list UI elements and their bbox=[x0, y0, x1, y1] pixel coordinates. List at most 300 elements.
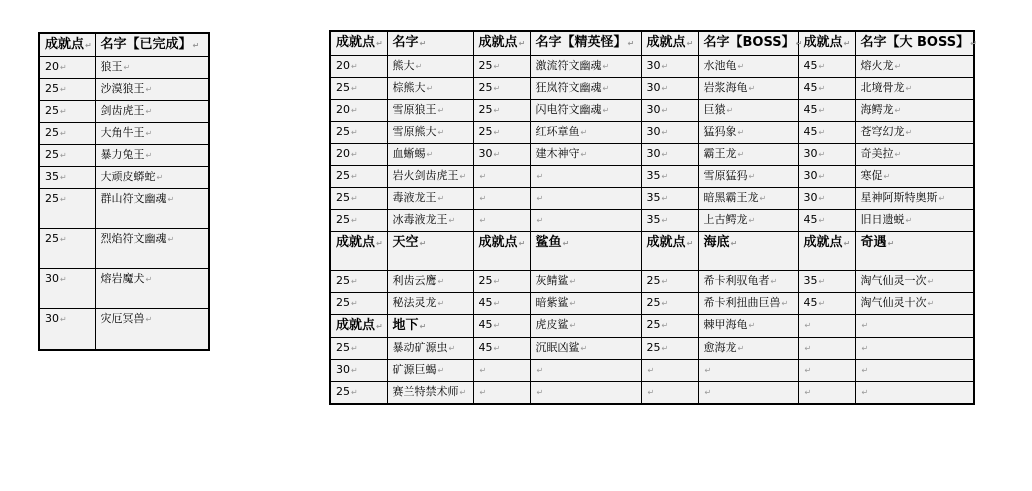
paragraph-mark-icon: ↵ bbox=[493, 106, 501, 115]
paragraph-mark-icon: ↵ bbox=[861, 344, 869, 353]
header-cell-text: 成就点 bbox=[478, 235, 518, 250]
paragraph-mark-icon: ↵ bbox=[661, 172, 669, 181]
paragraph-mark-icon: ↵ bbox=[479, 366, 487, 375]
paragraph-mark-icon: ↵ bbox=[351, 62, 358, 71]
name-cell bbox=[698, 78, 798, 100]
header-cell bbox=[95, 33, 209, 57]
points-cell bbox=[473, 210, 530, 232]
paragraph-mark-icon: ↵ bbox=[927, 299, 935, 308]
paragraph-mark-icon: ↵ bbox=[145, 275, 153, 284]
points-cell bbox=[330, 56, 387, 78]
table-row bbox=[39, 167, 209, 189]
points-cell bbox=[330, 210, 387, 232]
name-cell bbox=[855, 360, 974, 382]
paragraph-mark-icon: ↵ bbox=[351, 106, 358, 115]
paragraph-mark-icon: ↵ bbox=[415, 62, 423, 71]
points-cell-text: 25 bbox=[45, 126, 59, 139]
paragraph-mark-icon: ↵ bbox=[536, 216, 544, 225]
paragraph-mark-icon: ↵ bbox=[602, 84, 610, 93]
points-cell bbox=[798, 100, 855, 122]
paragraph-mark-icon: ↵ bbox=[737, 128, 745, 137]
name-cell-text: 星神阿斯特奥斯 bbox=[860, 191, 938, 204]
name-cell bbox=[855, 293, 974, 315]
name-cell bbox=[855, 271, 974, 293]
paragraph-mark-icon: ↵ bbox=[351, 299, 358, 308]
points-cell bbox=[641, 188, 698, 210]
points-cell bbox=[473, 100, 530, 122]
paragraph-mark-icon: ↵ bbox=[804, 321, 812, 330]
points-cell-text: 25 bbox=[646, 274, 661, 287]
paragraph-mark-icon: ↵ bbox=[536, 194, 544, 203]
paragraph-mark-icon: ↵ bbox=[938, 194, 946, 203]
paragraph-mark-icon: ↵ bbox=[536, 388, 544, 397]
paragraph-mark-icon: ↵ bbox=[437, 277, 445, 286]
name-cell-text: 烈焰符文幽魂 bbox=[100, 232, 167, 245]
paragraph-mark-icon: ↵ bbox=[376, 322, 383, 331]
points-cell bbox=[798, 315, 855, 338]
paragraph-mark-icon: ↵ bbox=[661, 150, 669, 159]
name-cell-text: 血蜥蜴 bbox=[392, 147, 426, 160]
paragraph-mark-icon: ↵ bbox=[737, 62, 745, 71]
paragraph-mark-icon: ↵ bbox=[704, 366, 712, 375]
paragraph-mark-icon: ↵ bbox=[569, 321, 577, 330]
points-cell-text: 20 bbox=[336, 59, 350, 72]
paragraph-mark-icon: ↵ bbox=[887, 239, 895, 248]
points-cell-text: 25 bbox=[478, 103, 493, 116]
name-cell bbox=[95, 123, 209, 145]
table-row bbox=[39, 123, 209, 145]
paragraph-mark-icon: ↵ bbox=[419, 322, 427, 331]
header-cell bbox=[798, 232, 855, 271]
paragraph-mark-icon: ↵ bbox=[843, 39, 851, 48]
paragraph-mark-icon: ↵ bbox=[580, 344, 588, 353]
points-cell-text: 30 bbox=[646, 59, 661, 72]
name-cell-text: 淘气仙灵十次 bbox=[860, 296, 927, 309]
header-cell bbox=[530, 31, 641, 56]
paragraph-mark-icon: ↵ bbox=[60, 195, 67, 204]
paragraph-mark-icon: ↵ bbox=[748, 84, 756, 93]
points-cell bbox=[39, 269, 95, 309]
points-cell-text: 45 bbox=[803, 125, 818, 138]
paragraph-mark-icon: ↵ bbox=[518, 39, 526, 48]
name-cell-text: 矿源巨蝎 bbox=[392, 363, 437, 376]
paragraph-mark-icon: ↵ bbox=[818, 216, 826, 225]
name-cell-text: 闪电符文幽魂 bbox=[535, 103, 602, 116]
header-cell-text: 名字【精英怪】 bbox=[535, 35, 627, 50]
points-cell-text: 25 bbox=[336, 296, 350, 309]
points-cell-text: 20 bbox=[45, 60, 59, 73]
table-row bbox=[39, 229, 209, 269]
paragraph-mark-icon: ↵ bbox=[493, 62, 501, 71]
name-cell bbox=[855, 56, 974, 78]
name-cell bbox=[530, 100, 641, 122]
paragraph-mark-icon: ↵ bbox=[661, 216, 669, 225]
paragraph-mark-icon: ↵ bbox=[818, 299, 826, 308]
paragraph-mark-icon: ↵ bbox=[493, 277, 501, 286]
name-cell-text: 北境骨龙 bbox=[860, 81, 905, 94]
paragraph-mark-icon: ↵ bbox=[661, 277, 669, 286]
name-cell-text: 熔岩魔犬 bbox=[100, 272, 145, 285]
name-cell-text: 熊大 bbox=[392, 59, 415, 72]
paragraph-mark-icon: ↵ bbox=[569, 277, 577, 286]
table-row bbox=[330, 293, 974, 315]
points-cell bbox=[641, 122, 698, 144]
paragraph-mark-icon: ↵ bbox=[905, 84, 913, 93]
paragraph-mark-icon: ↵ bbox=[818, 84, 826, 93]
paragraph-mark-icon: ↵ bbox=[493, 150, 501, 159]
points-cell bbox=[641, 293, 698, 315]
name-cell bbox=[387, 188, 473, 210]
points-cell-text: 25 bbox=[45, 192, 59, 205]
paragraph-mark-icon: ↵ bbox=[351, 216, 358, 225]
paragraph-mark-icon: ↵ bbox=[351, 150, 358, 159]
points-cell-text: 25 bbox=[478, 125, 493, 138]
name-cell bbox=[698, 144, 798, 166]
name-cell bbox=[530, 315, 641, 338]
name-cell-text: 灾厄冥兽 bbox=[100, 312, 145, 325]
paragraph-mark-icon: ↵ bbox=[748, 216, 756, 225]
header-cell bbox=[330, 31, 387, 56]
points-cell-text: 30 bbox=[803, 147, 818, 160]
points-cell-text: 25 bbox=[336, 213, 350, 226]
points-cell-text: 30 bbox=[646, 103, 661, 116]
name-cell bbox=[387, 293, 473, 315]
points-cell bbox=[39, 57, 95, 79]
paragraph-mark-icon: ↵ bbox=[479, 388, 487, 397]
paragraph-mark-icon: ↵ bbox=[60, 107, 67, 116]
table-row bbox=[39, 57, 209, 79]
paragraph-mark-icon: ↵ bbox=[156, 173, 164, 182]
header-cell-text: 地下 bbox=[392, 318, 419, 333]
points-cell bbox=[39, 189, 95, 229]
name-cell-text: 巨猿 bbox=[703, 103, 726, 116]
points-cell bbox=[641, 360, 698, 382]
name-cell-text: 霸王龙 bbox=[703, 147, 737, 160]
paragraph-mark-icon: ↵ bbox=[602, 106, 610, 115]
name-cell-text: 沙漠狼王 bbox=[100, 82, 145, 95]
points-cell bbox=[473, 144, 530, 166]
name-cell-text: 愈海龙 bbox=[703, 341, 737, 354]
paragraph-mark-icon: ↵ bbox=[569, 299, 577, 308]
name-cell-text: 寒促 bbox=[860, 169, 883, 182]
points-cell bbox=[798, 122, 855, 144]
points-cell-text: 45 bbox=[803, 296, 818, 309]
table-row bbox=[330, 122, 974, 144]
header-cell bbox=[641, 31, 698, 56]
points-cell bbox=[473, 56, 530, 78]
points-cell bbox=[641, 100, 698, 122]
points-cell bbox=[798, 78, 855, 100]
header-cell-text: 名字【BOSS】 bbox=[703, 35, 795, 50]
name-cell-text: 沉眠凶鲨 bbox=[535, 341, 580, 354]
table-row bbox=[330, 360, 974, 382]
points-cell-text: 25 bbox=[336, 191, 350, 204]
name-cell bbox=[95, 79, 209, 101]
points-cell bbox=[473, 166, 530, 188]
paragraph-mark-icon: ↵ bbox=[818, 106, 826, 115]
header-cell-text: 鲨鱼 bbox=[535, 235, 562, 250]
header-cell-text: 成就点 bbox=[336, 318, 376, 333]
points-cell bbox=[39, 167, 95, 189]
points-cell bbox=[39, 229, 95, 269]
points-cell-text: 25 bbox=[336, 125, 350, 138]
paragraph-mark-icon: ↵ bbox=[459, 388, 467, 397]
points-cell bbox=[473, 315, 530, 338]
points-cell-text: 20 bbox=[336, 103, 350, 116]
table-row bbox=[330, 382, 974, 405]
paragraph-mark-icon: ↵ bbox=[686, 239, 694, 248]
paragraph-mark-icon: ↵ bbox=[123, 63, 131, 72]
name-cell bbox=[95, 101, 209, 123]
points-cell-text: 45 bbox=[803, 103, 818, 116]
points-cell-text: 35 bbox=[646, 213, 661, 226]
header-cell bbox=[473, 31, 530, 56]
points-cell bbox=[330, 188, 387, 210]
name-cell bbox=[530, 360, 641, 382]
name-cell-text: 猛犸象 bbox=[703, 125, 737, 138]
name-cell-text: 雪原熊大 bbox=[392, 125, 437, 138]
paragraph-mark-icon: ↵ bbox=[647, 388, 655, 397]
paragraph-mark-icon: ↵ bbox=[493, 84, 501, 93]
name-cell bbox=[855, 315, 974, 338]
paragraph-mark-icon: ↵ bbox=[351, 388, 358, 397]
header-cell bbox=[855, 31, 977, 56]
paragraph-mark-icon: ↵ bbox=[562, 239, 570, 248]
name-cell bbox=[95, 145, 209, 167]
points-cell-text: 25 bbox=[45, 82, 59, 95]
paragraph-mark-icon: ↵ bbox=[748, 172, 756, 181]
name-cell bbox=[698, 338, 798, 360]
name-cell bbox=[387, 78, 473, 100]
name-cell-text: 希卡利扭曲巨兽 bbox=[703, 296, 781, 309]
name-cell bbox=[855, 188, 974, 210]
paragraph-mark-icon: ↵ bbox=[376, 239, 383, 248]
points-cell bbox=[473, 293, 530, 315]
paragraph-mark-icon: ↵ bbox=[781, 299, 789, 308]
header-cell bbox=[698, 232, 798, 271]
points-cell bbox=[798, 271, 855, 293]
table-row bbox=[330, 315, 974, 338]
points-cell bbox=[473, 271, 530, 293]
points-cell bbox=[330, 360, 387, 382]
name-cell bbox=[855, 210, 974, 232]
table-row bbox=[39, 145, 209, 167]
paragraph-mark-icon: ↵ bbox=[493, 321, 501, 330]
points-cell bbox=[798, 210, 855, 232]
points-cell-text: 30 bbox=[45, 312, 59, 325]
points-cell-text: 25 bbox=[646, 341, 661, 354]
points-cell-text: 25 bbox=[478, 59, 493, 72]
points-cell-text: 45 bbox=[803, 213, 818, 226]
name-cell-text: 苍穹幻龙 bbox=[860, 125, 905, 138]
name-cell bbox=[387, 122, 473, 144]
paragraph-mark-icon: ↵ bbox=[647, 366, 655, 375]
name-cell bbox=[855, 382, 974, 405]
points-cell-text: 35 bbox=[646, 191, 661, 204]
points-cell bbox=[39, 101, 95, 123]
table-row bbox=[39, 101, 209, 123]
name-cell-text: 棕熊大 bbox=[392, 81, 426, 94]
points-cell bbox=[473, 122, 530, 144]
header-cell bbox=[387, 315, 473, 338]
name-cell bbox=[855, 144, 974, 166]
table-row bbox=[330, 188, 974, 210]
paragraph-mark-icon: ↵ bbox=[661, 62, 669, 71]
name-cell bbox=[698, 210, 798, 232]
name-cell-text: 灰鲭鲨 bbox=[535, 274, 569, 287]
paragraph-mark-icon: ↵ bbox=[426, 150, 434, 159]
points-cell bbox=[798, 144, 855, 166]
name-cell bbox=[698, 293, 798, 315]
name-cell-text: 上古鳄龙 bbox=[703, 213, 748, 226]
name-cell bbox=[530, 188, 641, 210]
table-header-row bbox=[39, 33, 209, 57]
paragraph-mark-icon: ↵ bbox=[60, 315, 67, 324]
paragraph-mark-icon: ↵ bbox=[661, 128, 669, 137]
paragraph-mark-icon: ↵ bbox=[804, 388, 812, 397]
name-cell bbox=[855, 338, 974, 360]
name-cell-text: 棘甲海龟 bbox=[703, 318, 748, 331]
points-cell bbox=[641, 144, 698, 166]
name-cell bbox=[530, 382, 641, 405]
points-cell-text: 25 bbox=[45, 148, 59, 161]
name-cell-text: 岩浆海龟 bbox=[703, 81, 748, 94]
table-header-row bbox=[330, 232, 974, 271]
paragraph-mark-icon: ↵ bbox=[861, 388, 869, 397]
name-cell bbox=[530, 293, 641, 315]
paragraph-mark-icon: ↵ bbox=[905, 128, 913, 137]
paragraph-mark-icon: ↵ bbox=[437, 366, 445, 375]
paragraph-mark-icon: ↵ bbox=[351, 277, 358, 286]
points-cell-text: 30 bbox=[45, 272, 59, 285]
name-cell-text: 利齿云鹰 bbox=[392, 274, 437, 287]
header-cell-text: 成就点 bbox=[336, 35, 376, 50]
paragraph-mark-icon: ↵ bbox=[437, 106, 445, 115]
points-cell-text: 45 bbox=[478, 296, 493, 309]
paragraph-mark-icon: ↵ bbox=[661, 299, 669, 308]
name-cell-text: 秘法灵龙 bbox=[392, 296, 437, 309]
name-cell-text: 狂岚符文幽魂 bbox=[535, 81, 602, 94]
paragraph-mark-icon: ↵ bbox=[759, 194, 767, 203]
name-cell bbox=[698, 360, 798, 382]
header-cell bbox=[330, 315, 387, 338]
table-row bbox=[330, 338, 974, 360]
name-cell bbox=[530, 166, 641, 188]
points-cell bbox=[473, 78, 530, 100]
paragraph-mark-icon: ↵ bbox=[730, 239, 738, 248]
name-cell bbox=[387, 360, 473, 382]
name-cell bbox=[698, 315, 798, 338]
name-cell-text: 淘气仙灵一次 bbox=[860, 274, 927, 287]
name-cell-text: 暗紫鲨 bbox=[535, 296, 569, 309]
points-cell bbox=[473, 338, 530, 360]
table-row bbox=[39, 79, 209, 101]
name-cell bbox=[387, 100, 473, 122]
points-cell bbox=[39, 309, 95, 351]
points-cell bbox=[330, 122, 387, 144]
name-cell bbox=[530, 338, 641, 360]
points-cell-text: 25 bbox=[646, 296, 661, 309]
points-cell bbox=[39, 123, 95, 145]
paragraph-mark-icon: ↵ bbox=[894, 62, 902, 71]
paragraph-mark-icon: ↵ bbox=[661, 84, 669, 93]
points-cell bbox=[641, 210, 698, 232]
paragraph-mark-icon: ↵ bbox=[479, 216, 487, 225]
header-cell-text: 成就点 bbox=[803, 235, 843, 250]
name-cell bbox=[530, 144, 641, 166]
paragraph-mark-icon: ↵ bbox=[704, 388, 712, 397]
paragraph-mark-icon: ↵ bbox=[145, 315, 153, 324]
name-cell-text: 大顽皮蟒蛇 bbox=[100, 170, 156, 183]
achievements-table bbox=[329, 30, 975, 405]
points-cell bbox=[798, 166, 855, 188]
paragraph-mark-icon: ↵ bbox=[60, 129, 67, 138]
completed-achievements-table bbox=[38, 32, 210, 351]
header-cell-text: 海底 bbox=[703, 235, 730, 250]
paragraph-mark-icon: ↵ bbox=[145, 151, 153, 160]
paragraph-mark-icon: ↵ bbox=[145, 85, 153, 94]
paragraph-mark-icon: ↵ bbox=[376, 39, 383, 48]
paragraph-mark-icon: ↵ bbox=[145, 107, 153, 116]
name-cell-text: 岩火剑齿虎王 bbox=[392, 169, 459, 182]
paragraph-mark-icon: ↵ bbox=[167, 235, 175, 244]
paragraph-mark-icon: ↵ bbox=[419, 39, 427, 48]
paragraph-mark-icon: ↵ bbox=[843, 239, 851, 248]
table-row bbox=[39, 189, 209, 229]
name-cell bbox=[530, 56, 641, 78]
paragraph-mark-icon: ↵ bbox=[167, 195, 175, 204]
paragraph-mark-icon: ↵ bbox=[518, 239, 526, 248]
points-cell-text: 35 bbox=[646, 169, 661, 182]
name-cell-text: 剑齿虎王 bbox=[100, 104, 145, 117]
points-cell bbox=[641, 271, 698, 293]
name-cell-text: 毒液龙王 bbox=[392, 191, 437, 204]
paragraph-mark-icon: ↵ bbox=[448, 344, 456, 353]
name-cell bbox=[95, 269, 209, 309]
name-cell-text: 虎皮鲨 bbox=[535, 318, 569, 331]
paragraph-mark-icon: ↵ bbox=[437, 128, 445, 137]
header-cell bbox=[39, 33, 95, 57]
paragraph-mark-icon: ↵ bbox=[927, 277, 935, 286]
points-cell-text: 30 bbox=[646, 125, 661, 138]
name-cell-text: 红环章鱼 bbox=[535, 125, 580, 138]
header-cell bbox=[330, 232, 387, 271]
header-cell bbox=[641, 232, 698, 271]
points-cell-text: 45 bbox=[803, 59, 818, 72]
points-cell-text: 25 bbox=[336, 274, 350, 287]
points-cell bbox=[641, 382, 698, 405]
name-cell bbox=[698, 382, 798, 405]
points-cell-text: 45 bbox=[478, 341, 493, 354]
name-cell bbox=[855, 100, 974, 122]
header-cell bbox=[698, 31, 803, 56]
table-header-row bbox=[330, 31, 974, 56]
table-row bbox=[330, 166, 974, 188]
paragraph-mark-icon: ↵ bbox=[145, 129, 153, 138]
name-cell-text: 激流符文幽魂 bbox=[535, 59, 602, 72]
paragraph-mark-icon: ↵ bbox=[351, 194, 358, 203]
paragraph-mark-icon: ↵ bbox=[493, 344, 501, 353]
paragraph-mark-icon: ↵ bbox=[192, 41, 200, 50]
name-cell bbox=[387, 338, 473, 360]
points-cell-text: 45 bbox=[803, 81, 818, 94]
name-cell-text: 建木神守 bbox=[535, 147, 580, 160]
paragraph-mark-icon: ↵ bbox=[580, 128, 588, 137]
paragraph-mark-icon: ↵ bbox=[795, 39, 803, 48]
points-cell-text: 25 bbox=[45, 232, 59, 245]
name-cell bbox=[530, 271, 641, 293]
paragraph-mark-icon: ↵ bbox=[686, 39, 694, 48]
